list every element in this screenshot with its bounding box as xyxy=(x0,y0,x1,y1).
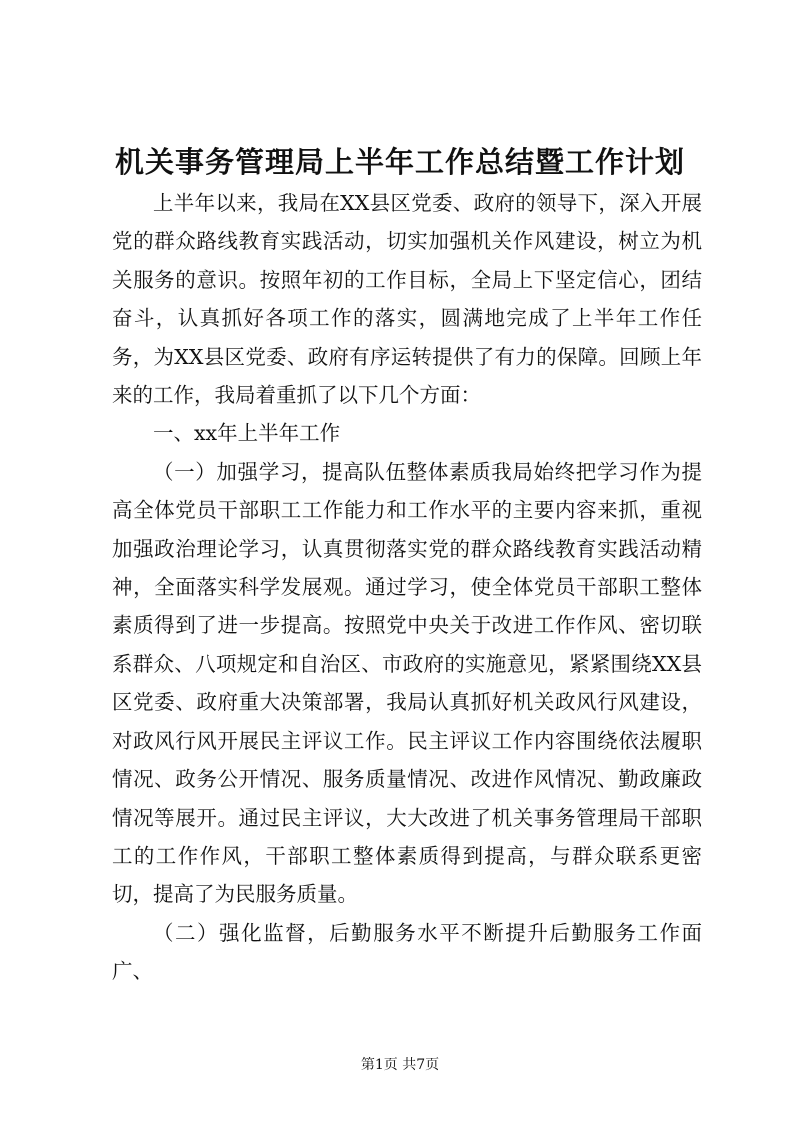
document-title: 机关事务管理局上半年工作总结暨工作计划 xyxy=(114,145,685,179)
document-body xyxy=(112,184,702,991)
intro-paragraph: 上半年以来，我局在XX县区党委、政府的领导下，深入开展党的群众路线教育实践活动，切实加强机关作风建设，树立为机关服务的意识。按照年初的工作目标，全局上下坚定信心，团结奋斗，认真抓好各项工作的落实，圆满地完成了上半年工作任务，为XX县区党委、政府有序运转提供了有力的保障。回顾上年来的工作，我局着重抓了以下几个方面： xyxy=(112,191,702,408)
section-heading: 一、xx年上半年工作 xyxy=(153,421,341,446)
section-paragraph-2: （二）强化监督，后勤服务水平不断提升后勤服务工作面广、 xyxy=(112,920,702,984)
section-paragraph-1: （一）加强学习，提高队伍整体素质我局始终把学习作为提高全体党员干部职工工作能力和工作水平的主要内容来抓，重视加强政治理论学习，认真贯彻落实党的群众路线教育实践活动精神，全面落实科学发展观。通过学习，使全体党员干部职工整体素质得到了进一步提高。按照党中央关于改进工作作风、密切联系群众、八项规定和自治区、市政府的实施意见，紧紧围绕XX县区党委、政府重大决策部署，我局认真抓好机关政风行风建设，对政风行风开展民主评议工作。民主评议工作内容围绕依法履职情况、政务公开情况、服务质量情况、改进作风情况、勤政廉政情况等展开。通过民主评议，大大改进了机关事务管理局干部职工的工作作风，干部职工整体素质得到提高，与群众联系更密切，提高了为民服务质量。 xyxy=(112,459,702,907)
page-number-footer: 第1页 共7页 xyxy=(360,1057,440,1073)
